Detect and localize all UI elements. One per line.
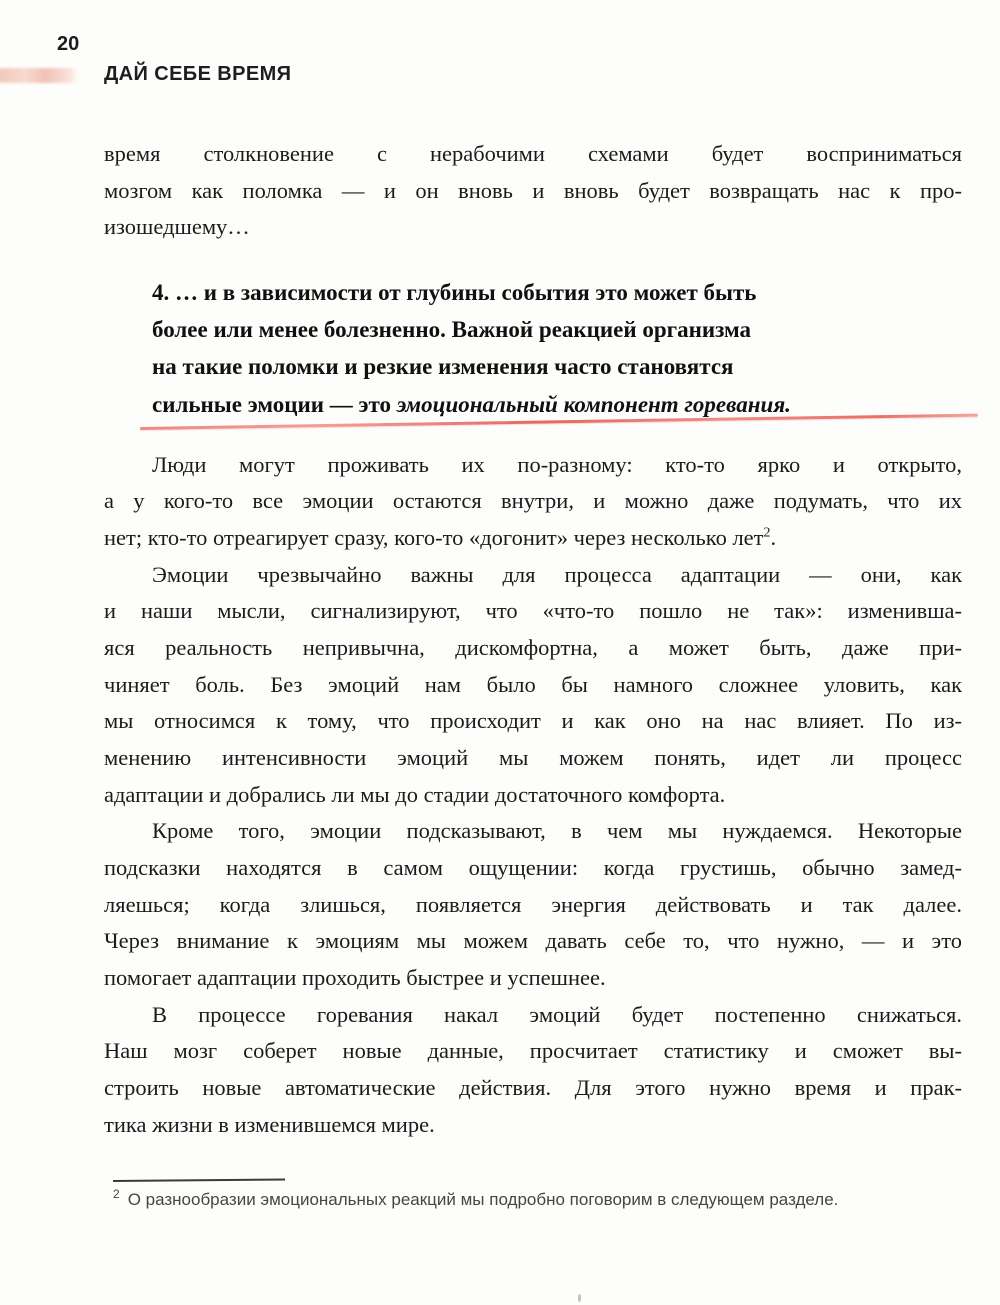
- body-line: [104, 593, 962, 630]
- body-line: [104, 777, 962, 814]
- body-line: [104, 960, 962, 997]
- body-line: [104, 740, 962, 777]
- text-segment: Наш мозг соберет новые данные, просчитает статистику и сможет вы-: [104, 1038, 962, 1064]
- text-segment: и наши мысли, сигнализируют, что «что-то пошло не так»: изменивша-: [104, 598, 962, 624]
- body-line: [104, 667, 962, 704]
- body-line: [104, 209, 962, 246]
- text-segment: строить новые автоматические действия. Для этого нужно время и прак-: [104, 1074, 962, 1100]
- text-segment: .: [770, 525, 777, 551]
- body-paragraph: [104, 813, 962, 996]
- text-segment: помогает адаптации проходить быстрее и успешнее.: [104, 964, 606, 990]
- text-segment: Кроме того, эмоции подсказывают, в чем мы нуждаемся. Некоторые: [152, 818, 962, 844]
- text-segment: яся реальность непривычна, дискомфортна, а может быть, даже при-: [104, 635, 962, 661]
- body-paragraph: [104, 447, 962, 557]
- body-line: [104, 483, 962, 520]
- text-segment: время столкновение с нерабочими схемами будет восприниматься: [104, 141, 962, 166]
- body-line: [104, 1033, 962, 1070]
- text-segment: подсказки находятся в самом ощущении: когда грустишь, обычно замед-: [104, 855, 962, 880]
- body-line: [104, 850, 962, 887]
- body-line: [104, 703, 962, 740]
- footnote-text: О разнообразии эмоциональных реакций мы подробно поговорим в следующем разделе.: [127, 1190, 839, 1209]
- footnote-line: [113, 1189, 962, 1211]
- body-line: [104, 557, 962, 594]
- text-segment: а у кого-то все эмоции остаются внутри, и можно даже подумать, что их: [104, 488, 962, 514]
- text-segment: Эмоции чрезвычайно важны для процесса адаптации — они, как: [152, 561, 962, 587]
- text-segment: 2: [763, 525, 771, 541]
- body-line: [104, 997, 962, 1034]
- body-line: [104, 136, 962, 173]
- footnote-rule: [113, 1178, 285, 1182]
- body-line: [104, 923, 962, 960]
- pink-smudge-artifact: [0, 68, 78, 83]
- footnote: [104, 1180, 962, 1211]
- text-segment: мозгом как поломка — и он вновь и вновь будет возвращать нас к про-: [104, 177, 962, 203]
- text-segment: менению интенсивности эмоций мы можем понять, идет ли процесс: [104, 745, 962, 771]
- text-segment: эмоциональный компонент горевания.: [396, 391, 791, 417]
- text-segment: ляешься; когда злишься, появляется энергия действовать и так далее.: [104, 891, 962, 917]
- text-segment: изошедшему…: [104, 214, 250, 240]
- text-segment: Люди могут проживать их по-разному: кто-то ярко и открыто,: [152, 451, 962, 477]
- body-line: [104, 520, 962, 557]
- body-line: [104, 887, 962, 924]
- quote-lines-container: [152, 274, 964, 423]
- body-line: [104, 1107, 962, 1144]
- text-column: [104, 136, 962, 1143]
- text-segment: В процессе горевания накал эмоций будет постепенно снижаться.: [152, 1001, 962, 1027]
- text-segment: 4. … и в зависимости от глубины события это может быть: [152, 279, 757, 305]
- text-segment: нет; кто-то отреагирует сразу, кого-то «догонит» через несколько лет: [104, 525, 764, 551]
- body-paragraph: [104, 557, 962, 814]
- footnote-marker: 2: [113, 1187, 120, 1202]
- opening-paragraph: [104, 136, 962, 246]
- text-segment: сильные эмоции — это: [152, 391, 397, 417]
- text-segment: Через внимание к эмоциям мы можем давать себе то, что нужно, — и это: [104, 928, 962, 954]
- scan-speck-artifact: [578, 1294, 581, 1302]
- quote-line: [152, 311, 964, 348]
- text-segment: более или менее болезненно. Важной реакцией организма: [152, 317, 752, 343]
- page-number: 20: [57, 33, 80, 55]
- body-line: [104, 447, 962, 484]
- quote-line: [152, 348, 964, 385]
- quote-block: [152, 274, 964, 430]
- body-line: [104, 1070, 962, 1107]
- text-segment: на такие поломки и резкие изменения часто становятся: [152, 354, 734, 380]
- text-segment: мы относимся к тому, что происходит и как оно на нас влияет. По из-: [104, 708, 962, 734]
- quote-paragraph: [152, 274, 964, 423]
- body-paragraph: [104, 997, 962, 1144]
- body-paragraphs-container: [104, 447, 962, 1143]
- quote-line: [152, 274, 964, 311]
- text-segment: чиняет боль. Без эмоций нам было бы намного сложнее уловить, как: [104, 671, 962, 697]
- text-segment: тика жизни в изменившемся мире.: [104, 1111, 435, 1137]
- body-line: [104, 813, 962, 850]
- body-line: [104, 630, 962, 667]
- running-head: ДАЙ СЕБЕ ВРЕМЯ: [104, 63, 292, 85]
- opening-paragraph-container: [104, 136, 962, 246]
- body-line: [104, 173, 962, 210]
- text-segment: адаптации и добрались ли мы до стадии достаточного комфорта.: [104, 781, 726, 807]
